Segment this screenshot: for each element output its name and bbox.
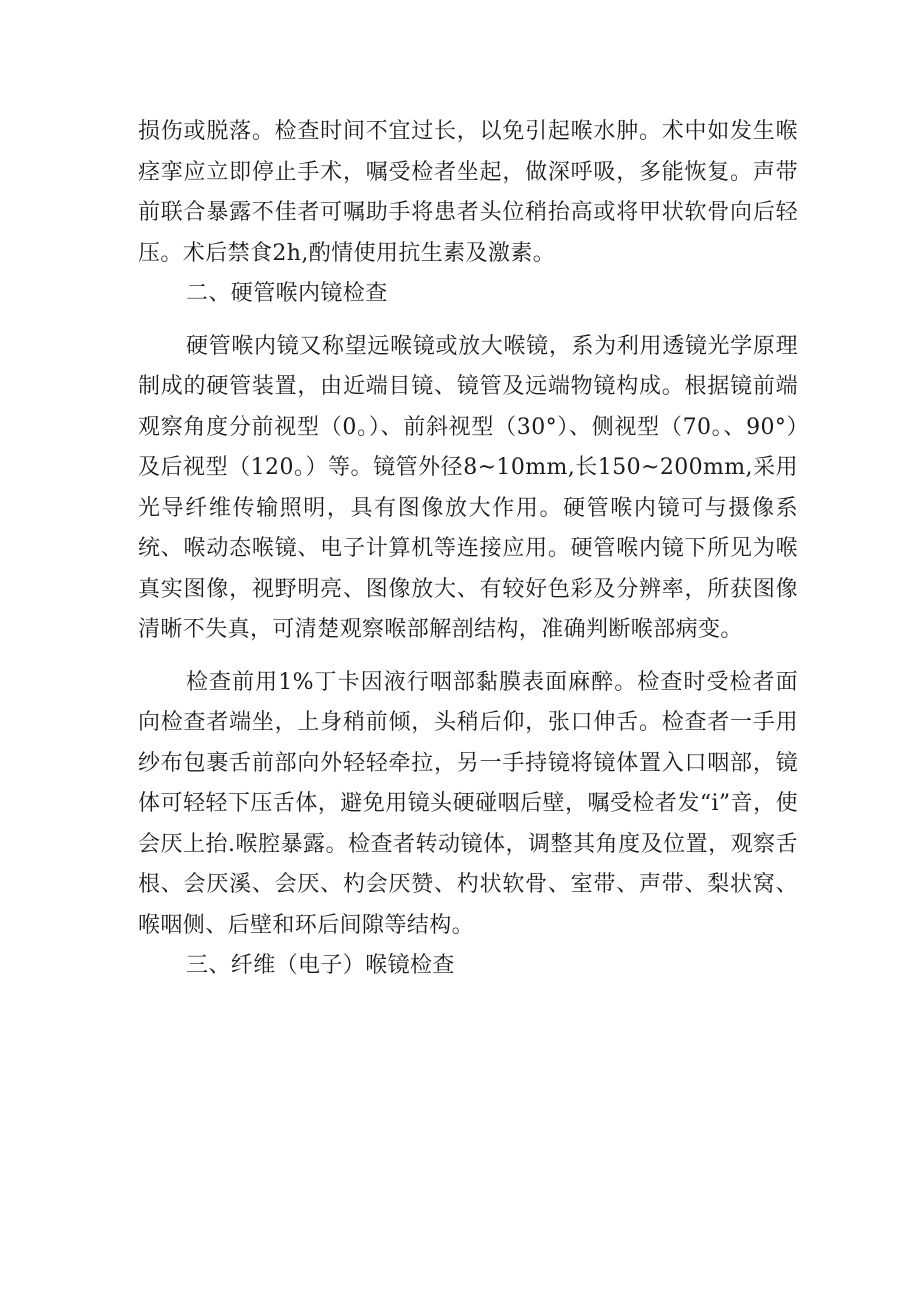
paragraph-continuation: 损伤或脱落。检查时间不宜过长，以免引起喉水肿。术中如发生喉痉挛应立即停止手术，嘱受检者坐起，做深呼吸，多能恢复。声带前联合暴露不佳者可嘱助手将患者头位稍抬高或将甲状软骨向后轻压。术后禁食2h,酌情使用抗生素及激素。 [138,119,798,266]
section-heading-fiber-laryngoscopy: 三、纤维（电子）喉镜检查 [186,953,455,978]
section-heading-rigid-laryngoscopy: 二、硬管喉内镜检查 [186,281,388,306]
paragraph-rigid-laryngoscope-description: 硬管喉内镜又称望远喉镜或放大喉镜，系为利用透镜光学原理制成的硬管装置，由近端目镜、镜管及远端物镜构成。根据镜前端观察角度分前视型（0。）、前斜视型（30°）、侧视型（70。、90°）及后视型（120。）等。镜管外径8~10mm,长150~200mm,采用光导纤维传输照明，具有图像放大作用。硬管喉内镜可与摄像系统、喉动态喉镜、电子计算机等连接应用。硬管喉内镜下所见为喉真实图像，视野明亮、图像放大、有较好色彩及分辨率，所获图像清晰不失真，可清楚观察喉部解剖结构，准确判断喉部病变。 [138,333,798,642]
paragraph-examination-procedure: 检查前用1%丁卡因液行咽部黏膜表面麻醉。检查时受检者面向检查者端坐，上身稍前倾，头稍后仰，张口伸舌。检查者一手用纱布包裹舌前部向外轻轻牵拉，另一手持镜将镜体置入口咽部，镜体可轻轻下压舌体，避免用镜头硬碰咽后壁，嘱受检者发“i”音，使会厌上抬.喉腔暴露。检查者转动镜体，调整其角度及位置，观察舌根、会厌溪、会厌、杓会厌赞、杓状软骨、室带、声带、梨状窝、喉咽侧、后壁和环后间隙等结构。 [138,669,798,938]
document-body [138,112,798,987]
